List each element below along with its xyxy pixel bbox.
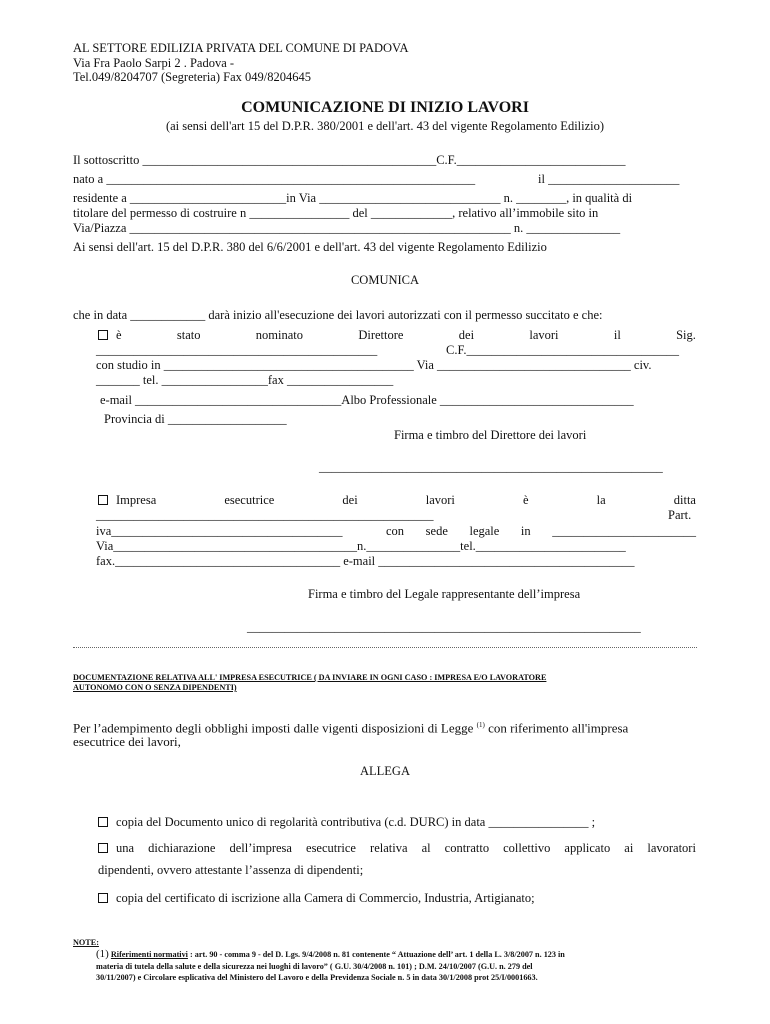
field-nato-il[interactable]: il _____________________	[538, 172, 680, 186]
direttore-checkbox[interactable]	[98, 330, 108, 340]
field-residente[interactable]: residente a _________________________in Via _____________________________ n. ________, in qualità di	[73, 191, 633, 205]
impresa-signature-label: Firma e timbro del Legale rappresentante dell’impresa	[308, 587, 581, 601]
impresa-checkbox[interactable]	[98, 495, 108, 505]
impresa-part-label: Part.	[668, 508, 692, 522]
note-line-3: 30/11/2007) e Circolare esplicativa del Ministero del Lavoro e della Previdenza Sociale n. 5 in data 30/1/2008 prot 25/I/0001663.	[96, 973, 538, 982]
allegato-dichiarazione: una dichiarazione dell’impresa esecutrice relativa al contratto collettivo applicato ai lavoratori	[98, 841, 696, 856]
field-via-piazza[interactable]: Via/Piazza _____________________________________________________________ n. _______________	[73, 221, 621, 235]
impresa-via-tel-field[interactable]: Via_______________________________________n._______________tel.________________________	[96, 539, 626, 553]
page-subtitle: (ai sensi dell'art 15 del D.P.R. 380/2001 e dell'art. 43 del vigente Regolamento Edilizio)	[165, 119, 605, 133]
impresa-row: Impresa esecutrice dei lavori è la ditta	[98, 493, 696, 508]
durc-checkbox[interactable]	[98, 817, 108, 827]
field-sottoscritto[interactable]: Il sottoscritto _______________________________________________C.F.___________________________	[73, 153, 626, 167]
direttore-row: è stato nominato Direttore dei lavori il Sig.	[98, 328, 696, 343]
page-title: COMUNICAZIONE DI INIZIO LAVORI	[241, 99, 529, 116]
impresa-piva-field[interactable]: iva_____________________________________	[96, 524, 343, 538]
note-line-2: materia di tutela della salute e della sicurezza nei luoghi di lavoro” ( G.U. 30/4/2008 n. 101) ; D.M. 24/10/2007 (G.U. n. 279 del	[96, 962, 533, 971]
allegato-camera-commercio: copia del certificato di iscrizione alla Camera di Commercio, Industria, Artigianato;	[98, 891, 535, 906]
direttore-signature-line[interactable]: _______________________________________________________	[319, 460, 663, 474]
dichiarazione-checkbox[interactable]	[98, 843, 108, 853]
data-inizio-line[interactable]: che in data ____________ darà inizio all'esecuzione dei lavori autorizzati con il permesso succitato e che:	[73, 308, 603, 322]
impresa-name-field[interactable]: ______________________________________________________	[96, 508, 434, 522]
obblighi-paragraph: Per l’adempimento degli obblighi imposti dalle vigenti disposizioni di Legge $^{(1)}$ con riferimento all'impresa	[73, 720, 629, 736]
impresa-signature-line[interactable]: _______________________________________________________________	[247, 620, 641, 634]
documentazione-heading-1: DOCUMENTAZIONE RELATIVA ALL' IMPRESA ESECUTRICE ( DA INVIARE IN OGNI CASO : IMPRESA E/O LAVORATORE	[73, 673, 547, 682]
obblighi-paragraph-2: esecutrice dei lavori,	[73, 734, 181, 749]
note-label: NOTE:	[73, 938, 99, 947]
allegato-dichiarazione-2: dipendenti, ovvero attestante l’assenza di dipendenti;	[98, 863, 364, 877]
direttore-provincia-field[interactable]: Provincia di ___________________	[104, 412, 287, 426]
office-phone: Tel.049/8204707 (Segreteria) Fax 049/8204645	[73, 70, 311, 84]
direttore-cf-field[interactable]: C.F.__________________________________	[446, 343, 680, 357]
impresa-sede-field[interactable]: con sede legale in _______________________	[386, 524, 696, 538]
field-nato-a[interactable]: nato a ___________________________________________________________	[73, 172, 476, 186]
documentazione-heading-2: AUTONOMO CON O SENZA DIPENDENTI)	[73, 683, 237, 692]
section-divider	[73, 647, 697, 648]
direttore-studio-field[interactable]: con studio in ________________________________________ Via _______________________________ civ.	[96, 358, 652, 372]
office-address: Via Fra Paolo Sarpi 2 . Padova -	[73, 56, 235, 70]
direttore-name-field[interactable]: _____________________________________________	[96, 343, 378, 357]
direttore-signature-label: Firma e timbro del Direttore dei lavori	[394, 428, 587, 442]
direttore-tel-fax-field[interactable]: _______ tel. _________________fax _________________	[96, 373, 394, 387]
camera-commercio-checkbox[interactable]	[98, 893, 108, 903]
impresa-fax-email-field[interactable]: fax.____________________________________ e-mail _________________________________________	[96, 554, 635, 568]
direttore-email-albo-field[interactable]: e-mail _________________________________Albo Professionale _______________________________	[100, 393, 634, 407]
field-permesso[interactable]: titolare del permesso di costruire n ________________ del _____________, relativo all’immobile sito in	[73, 206, 599, 220]
note-line-1: (1) Riferimenti normativi : art. 90 - comma 9 - del D. Lgs. 9/4/2008 n. 81 contenente “ Attuazione dell’ art. 1 della L. 3/8/2007 n. 123 in	[96, 948, 565, 960]
allega-heading-text: ALLEGA	[360, 764, 410, 778]
legal-reference: Ai sensi dell'art. 15 del D.P.R. 380 del 6/6/2001 e dell'art. 43 del vigente Regolamento Edilizio	[73, 240, 547, 254]
office-name: AL SETTORE EDILIZIA PRIVATA DEL COMUNE DI PADOVA	[73, 41, 409, 55]
comunica-heading: COMUNICA	[350, 273, 420, 287]
allegato-durc: copia del Documento unico di regolarità contributiva (c.d. DURC) in data ________________ ;	[98, 815, 595, 830]
